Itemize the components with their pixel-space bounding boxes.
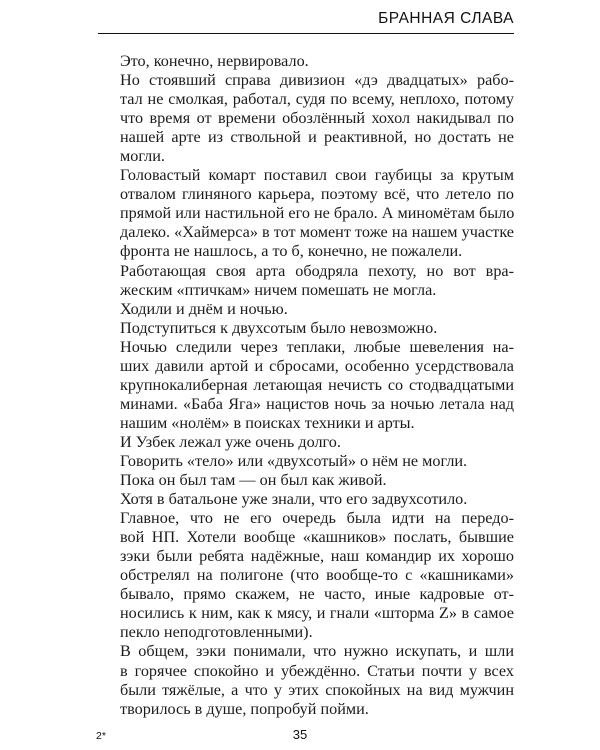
text-line: в горячее спокойно и убеждённо. Статьи почти у всех xyxy=(120,661,514,680)
text-line: зэки были ребята надёжные, наш командир их хорошо xyxy=(120,547,514,566)
paragraph xyxy=(98,319,514,338)
paragraph xyxy=(98,52,514,71)
text-line: Ночью следили через теплаки, любые шевеления на- xyxy=(120,337,514,356)
text-line: обстрелял на полигоне (что вообще-то с «кашниками» xyxy=(120,566,514,585)
running-title: БРАННАЯ СЛАВА xyxy=(378,10,514,27)
text-line: тал не смолкая, работал, судя по всему, неплохо, потому xyxy=(120,90,514,109)
text-line: Головастый комарт поставил свои гаубицы за крутым xyxy=(120,166,514,185)
text-line: Главное, что не его очередь была идти на передо- xyxy=(120,509,514,528)
text-line: минами. «Баба Яга» нацистов ночь за ночью летала над xyxy=(120,394,514,413)
text-line: творилось в душе, попробуй пойми. xyxy=(120,699,369,718)
text-line: далеко. «Хаймерса» в тот момент тоже на нашем участке xyxy=(120,223,514,242)
text-line: бывало, прямо скажем, не часто, иные кадровые от- xyxy=(120,585,514,604)
text-line: могли. xyxy=(120,147,165,166)
text-line: ших давили артой и сбросами, особенно усердствовала xyxy=(120,356,514,375)
paragraph xyxy=(98,71,514,166)
text-line: прямой или настильной его не брало. А миномётам было xyxy=(120,204,515,223)
paragraph xyxy=(98,452,514,471)
text-line: что время от времени обозлённый хохол накидывал по xyxy=(120,109,514,128)
text-line: И Узбек лежал уже очень долго. xyxy=(120,432,341,451)
text-line: Хотя в батальоне уже знали, что его задвухсотило. xyxy=(120,490,468,509)
text-line: Говорить «тело» или «двухсотый» о нём не могли. xyxy=(120,451,468,470)
text-line: В общем, зэки понимали, что нужно искупать, и шли xyxy=(120,642,514,661)
paragraph xyxy=(98,300,514,319)
text-line: фронта не нашлось, а то б, конечно, не пожалели. xyxy=(120,242,463,261)
paragraph xyxy=(98,642,514,718)
text-line: Но стоявший справа дивизион «дэ двадцатых» рабо- xyxy=(120,71,514,90)
text-line: Это, конечно, нервировало. xyxy=(120,52,309,70)
paragraph xyxy=(98,490,514,509)
text-line: крупнокалиберная летающая нечисть со стодвадцатыми xyxy=(120,375,514,394)
paragraph xyxy=(98,338,514,433)
text-line: пекло неподготовленными). xyxy=(120,623,313,642)
text-line: Работающая своя арта ободряла пехоту, но вот вра- xyxy=(120,261,514,280)
paragraph xyxy=(98,262,514,300)
header-rule xyxy=(98,33,514,34)
paragraph xyxy=(98,433,514,452)
paragraph xyxy=(98,166,514,261)
body-text xyxy=(98,52,514,719)
text-line: Ходили и днём и ночью. xyxy=(120,299,288,318)
paragraph xyxy=(98,471,514,490)
text-line: Подступиться к двухсотым было невозможно. xyxy=(120,318,438,337)
text-line: нашим «нолём» в поисках техники и арты. xyxy=(120,413,415,432)
text-line: отвалом глиняного карьера, поэтому всё, что летело по xyxy=(120,185,514,204)
text-line: были тяжёлые, а что у этих спокойных на вид мужчин xyxy=(120,680,514,699)
text-line: Пока он был там — он был как живой. xyxy=(120,471,387,490)
text-line: жеским «птичкам» ничем помешать не могла. xyxy=(120,280,437,299)
text-line: вой НП. Хотели вообще «кашников» послать, бывшие xyxy=(120,528,514,547)
page-number: 35 xyxy=(292,727,308,742)
signature-mark: 2* xyxy=(96,730,106,742)
paragraph xyxy=(98,509,514,642)
text-line: нашей арте из ствольной и реактивной, но достать не xyxy=(120,128,514,147)
text-line: носились к ним, как к мясу, и гнали «шторма Z» в самое xyxy=(120,604,514,623)
